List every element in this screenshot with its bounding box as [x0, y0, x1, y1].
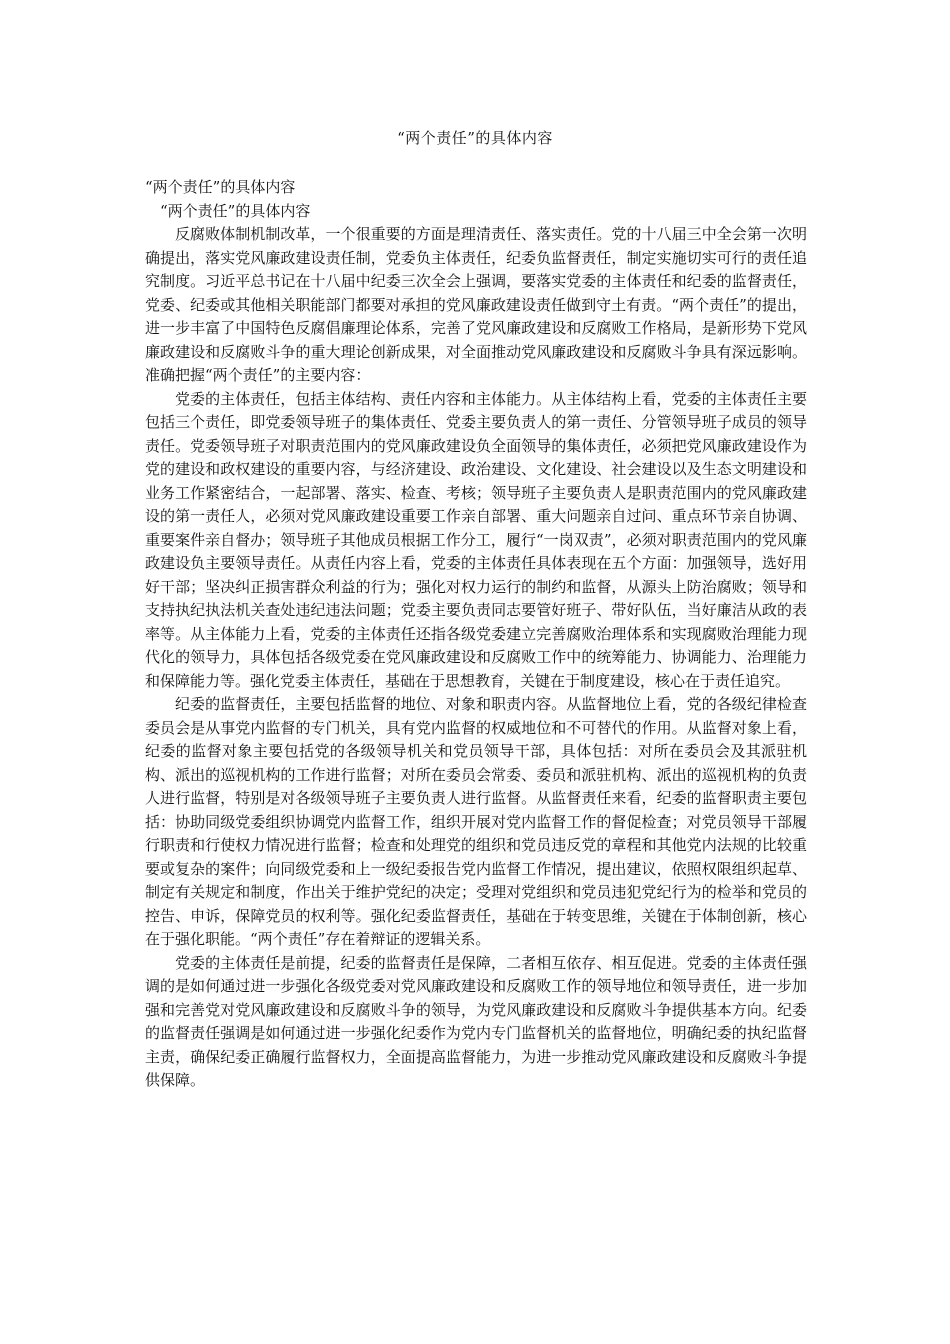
- document-subtitle-primary: “两个责任”的具体内容: [145, 178, 296, 196]
- paragraph-discipline-commission-responsibility: 纪委的监督责任，主要包括监督的地位、对象和职责内容。从监督地位上看，党的各级纪律检查委员会是从事党内监督的专门机关，具有党内监督的权威地位和不可替代的作用。从监督对象上看，纪委的监督对象主要包括党的各级领导机关和党员领导干部，具体包括：对所在委员会及其派驻机构、派出的巡视机构的工作进行监督；对所在委员会常委、委员和派驻机构、派出的巡视机构的负责人进行监督，特别是对各级领导班子主要负责人进行监督。从监督责任来看，纪委的监督职责主要包括：协助同级党委组织协调党内监督工作，组织开展对党内监督工作的督促检查；对党员领导干部履行职责和行使权力情况进行监督；检查和处理党的组织和党员违反党的章程和其他党内法规的比较重要或复杂的案件；向同级党委和上一级纪委报告党内监督工作情况，提出建议，依照权限组织起草、制定有关规定和制度，作出关于维护党纪的决定；受理对党组织和党员违犯党纪行为的检举和党员的控告、申诉，保障党员的权利等。强化纪委监督责任，基础在于转变思维，关键在于体制创新，核心在于强化职能。“两个责任”存在着辩证的逻辑关系。: [145, 695, 807, 948]
- document-title: “两个责任”的具体内容: [397, 129, 553, 147]
- document-body: [145, 176, 807, 1093]
- paragraph-relationship: 党委的主体责任是前提，纪委的监督责任是保障，二者相互依存、相互促进。党委的主体责任强调的是如何通过进一步强化各级党委对党风廉政建设和反腐败工作的领导地位和领导责任，进一步加强和完善党对党风廉政建设和反腐败斗争的领导，为党风廉政建设和反腐败斗争提供基本方向。纪委的监督责任强调是如何通过进一步强化纪委作为党内专门监督机关的监督地位，明确纪委的执纪监督主责，确保纪委正确履行监督权力，全面提高监督能力，为进一步推动党风廉政建设和反腐败斗争提供保障。: [145, 953, 807, 1089]
- paragraph-introduction: 反腐败体制机制改革，一个很重要的方面是理清责任、落实责任。党的十八届三中全会第一次明确提出，落实党风廉政建设责任制，党委负主体责任，纪委负监督责任，制定实施切实可行的责任追究制度。习近平总书记在十八届中纪委三次全会上强调，要落实党委的主体责任和纪委的监督责任，党委、纪委或其他相关职能部门都要对承担的党风廉政建设责任做到守土有责。“两个责任”的提出，进一步丰富了中国特色反腐倡廉理论体系，完善了党风廉政建设和反腐败工作格局，是新形势下党风廉政建设和反腐败斗争的重大理论创新成果，对全面推动党风廉政建设和反腐败斗争具有深远影响。准确把握“两个责任”的主要内容：: [145, 225, 807, 384]
- paragraph-party-committee-responsibility: 党委的主体责任，包括主体结构、责任内容和主体能力。从主体结构上看，党委的主体责任主要包括三个责任，即党委领导班子的集体责任、党委主要负责人的第一责任、分管领导班子成员的领导责任。党委领导班子对职责范围内的党风廉政建设负全面领导的集体责任，必须把党风廉政建设作为党的建设和政权建设的重要内容，与经济建设、政治建设、文化建设、社会建设以及生态文明建设和业务工作紧密结合，一起部署、落实、检查、考核；领导班子主要负责人是职责范围内的党风廉政建设的第一责任人，必须对党风廉政建设重要工作亲自部署、重大问题亲自过问、重点环节亲自协调、重要案件亲自督办；领导班子其他成员根据工作分工，履行“一岗双责”，必须对职责范围内的党风廉政建设负主要领导责任。从责任内容上看，党委的主体责任具体表现在五个方面：加强领导，选好用好干部；坚决纠正损害群众利益的行为；强化对权力运行的制约和监督，从源头上防治腐败；领导和支持执纪执法机关查处违纪违法问题；党委主要负责同志要管好班子、带好队伍，当好廉洁从政的表率等。从主体能力上看，党委的主体责任还指各级党委建立完善腐败治理体系和实现腐败治理能力现代化的领导力，具体包括各级党委在党风廉政建设和反腐败工作中的统筹能力、协调能力、治理能力和保障能力等。强化党委主体责任，基础在于思想教育，关键在于制度建设，核心在于责任追究。: [145, 389, 807, 690]
- document-subtitle-secondary: “两个责任”的具体内容: [160, 201, 311, 220]
